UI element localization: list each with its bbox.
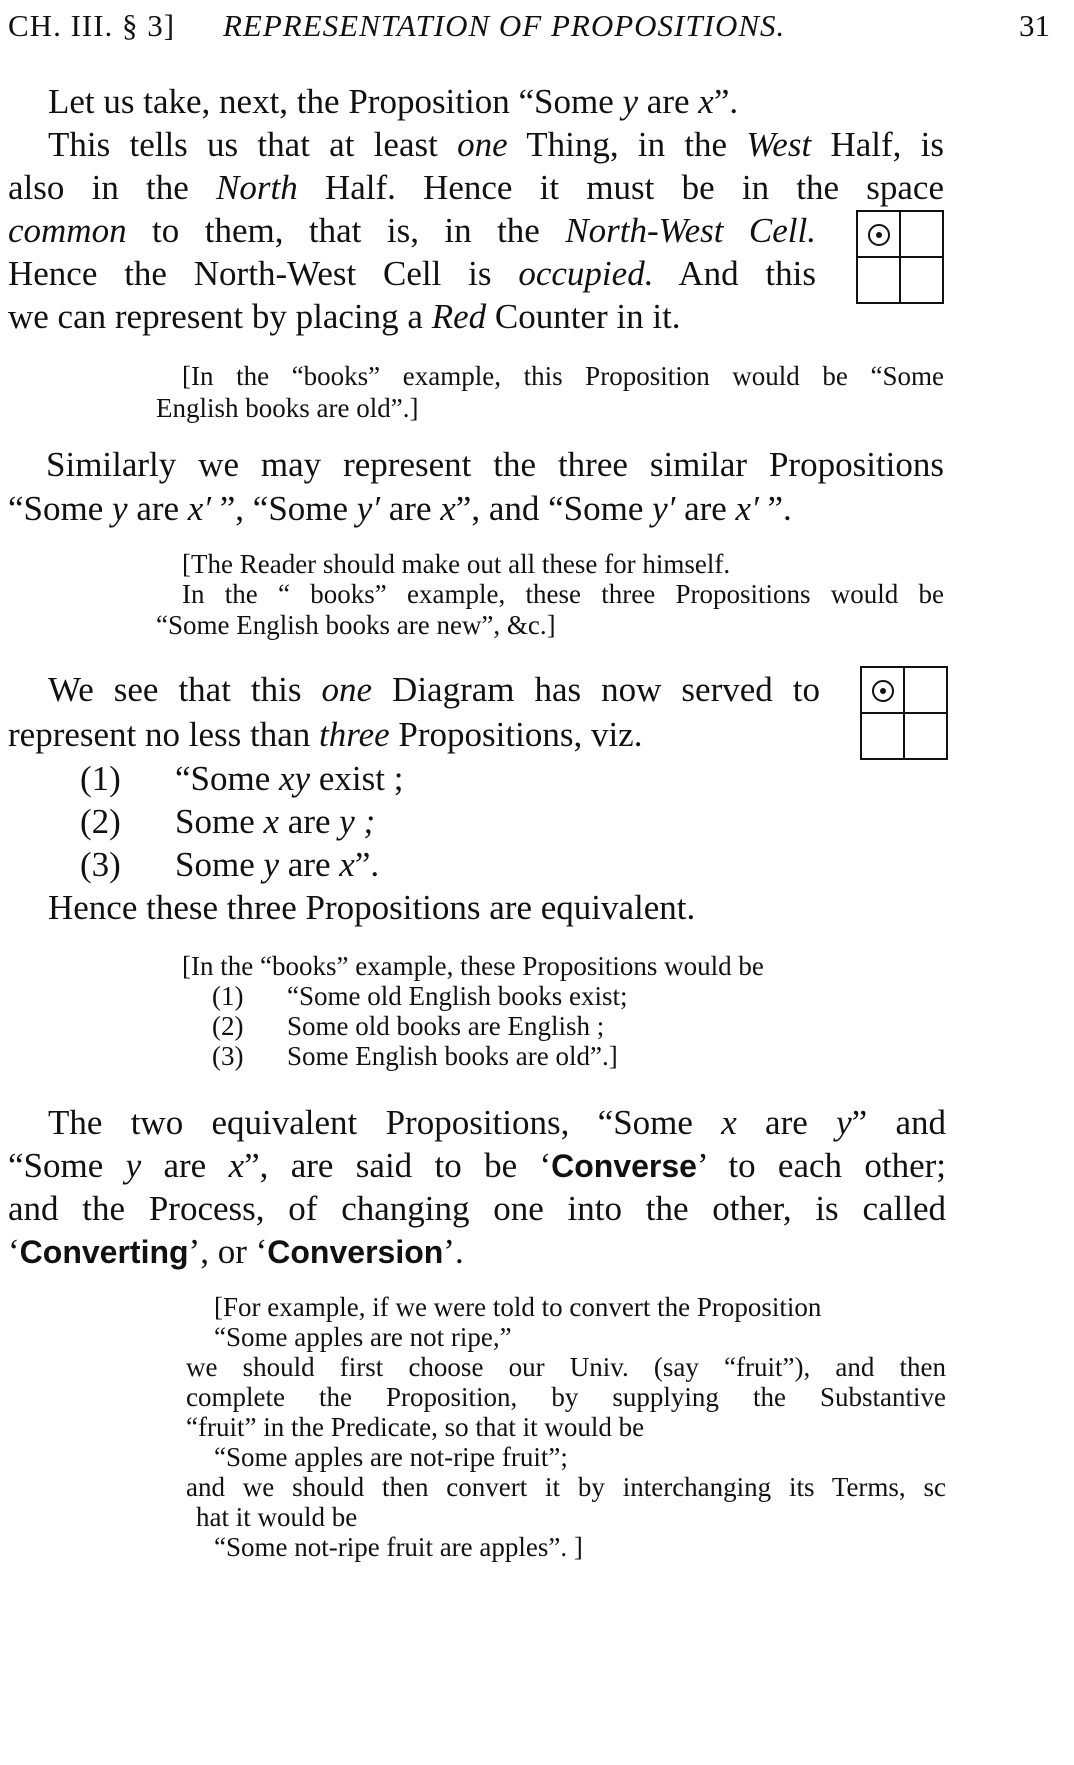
running-header: [8, 6, 1058, 46]
note-2-line-2: In the “ books” example, these three Propositions would be: [182, 579, 944, 609]
paragraph-1-line-3: also in the North Half. Hence it must be in the space: [8, 168, 944, 207]
paragraph-4-line-2: “Some y are x”, are said to be ‘Converse’ to each other;: [8, 1146, 946, 1185]
paragraph-1-line-6: we can represent by placing a Red Counter in it.: [8, 297, 681, 336]
diagram-divider-horizontal: [862, 712, 946, 714]
term-converting: Converting: [19, 1234, 189, 1270]
page-number: 31: [1019, 8, 1050, 43]
note-3-item-2: (2) Some old books are English ;: [212, 1011, 605, 1041]
note-4-line-6: “Some apples are not-ripe fruit”;: [214, 1442, 568, 1472]
quadrilateral-diagram-2: [860, 666, 948, 760]
paragraph-3-line-2: represent no less than three Propositions, viz.: [8, 715, 643, 754]
note-4-line-1: [For example, if we were told to convert the Proposition: [214, 1292, 822, 1322]
note-4-line-4: complete the Proposition, by supplying the Substantive: [186, 1382, 946, 1412]
paragraph-3-conclusion: Hence these three Propositions are equivalent.: [48, 888, 696, 927]
note-4-line-3: we should first choose our Univ. (say “fruit”), and then: [186, 1352, 946, 1382]
paragraph-2-line-1: Similarly we may represent the three similar Propositions: [46, 445, 944, 484]
note-3-item-1: (1) “Some old English books exist;: [212, 981, 628, 1011]
note-4-line-8: hat it would be: [196, 1502, 358, 1532]
red-counter-icon: [868, 224, 890, 246]
note-1-line-1: [In the “books” example, this Proposition would be “Some: [182, 361, 944, 391]
diagram-divider-horizontal: [858, 256, 942, 258]
paragraph-1-line-4: common to them, that is, in the North-West Cell.: [8, 211, 816, 250]
note-3-intro: [In the “books” example, these Propositions would be: [182, 951, 764, 981]
list-item-1: (1) “Some xy exist ;: [80, 759, 404, 798]
note-4-line-9: “Some not-ripe fruit are apples”. ]: [214, 1532, 583, 1562]
note-4-line-5: “fruit” in the Predicate, so that it would be: [186, 1412, 645, 1442]
running-title: REPRESENTATION OF PROPOSITIONS.: [223, 8, 786, 43]
chapter-reference: CH. III. § 3]: [8, 8, 176, 43]
note-3-item-3: (3) Some English books are old”.]: [212, 1041, 618, 1071]
paragraph-1-line-2: This tells us that at least one Thing, in the West Half, is: [48, 125, 944, 164]
paragraph-1-line-5: Hence the North-West Cell is occupied. And this: [8, 254, 816, 293]
note-1-line-2: English books are old”.]: [156, 393, 419, 423]
paragraph-4-line-4: ‘Converting’, or ‘Conversion’.: [8, 1232, 464, 1271]
note-2-line-3: “Some English books are new”, &c.]: [156, 610, 556, 640]
red-counter-icon: [872, 680, 894, 702]
quadrilateral-diagram-1: [856, 210, 944, 304]
note-4-line-7: and we should then convert it by interchanging its Terms, sc: [186, 1472, 946, 1502]
note-4-line-2: “Some apples are not ripe,”: [214, 1322, 512, 1352]
note-2-line-1: [The Reader should make out all these for himself.: [182, 549, 731, 579]
paragraph-4-line-3: and the Process, of changing one into the other, is called: [8, 1189, 946, 1228]
paragraph-3-line-1: We see that this one Diagram has now served to: [48, 670, 820, 709]
term-converse: Converse: [551, 1148, 697, 1184]
list-item-3: (3) Some y are x”.: [80, 845, 380, 884]
paragraph-1-line-1: Let us take, next, the Proposition “Some y are x”.: [48, 82, 739, 121]
paragraph-4-line-1: The two equivalent Propositions, “Some x are y” and: [48, 1103, 946, 1142]
paragraph-2-line-2: “Some y are x′ ”, “Some y′ are x”, and “Some y′ are x′ ”.: [8, 489, 792, 528]
list-item-2: (2) Some x are y ;: [80, 802, 376, 841]
term-conversion: Conversion: [267, 1234, 444, 1270]
